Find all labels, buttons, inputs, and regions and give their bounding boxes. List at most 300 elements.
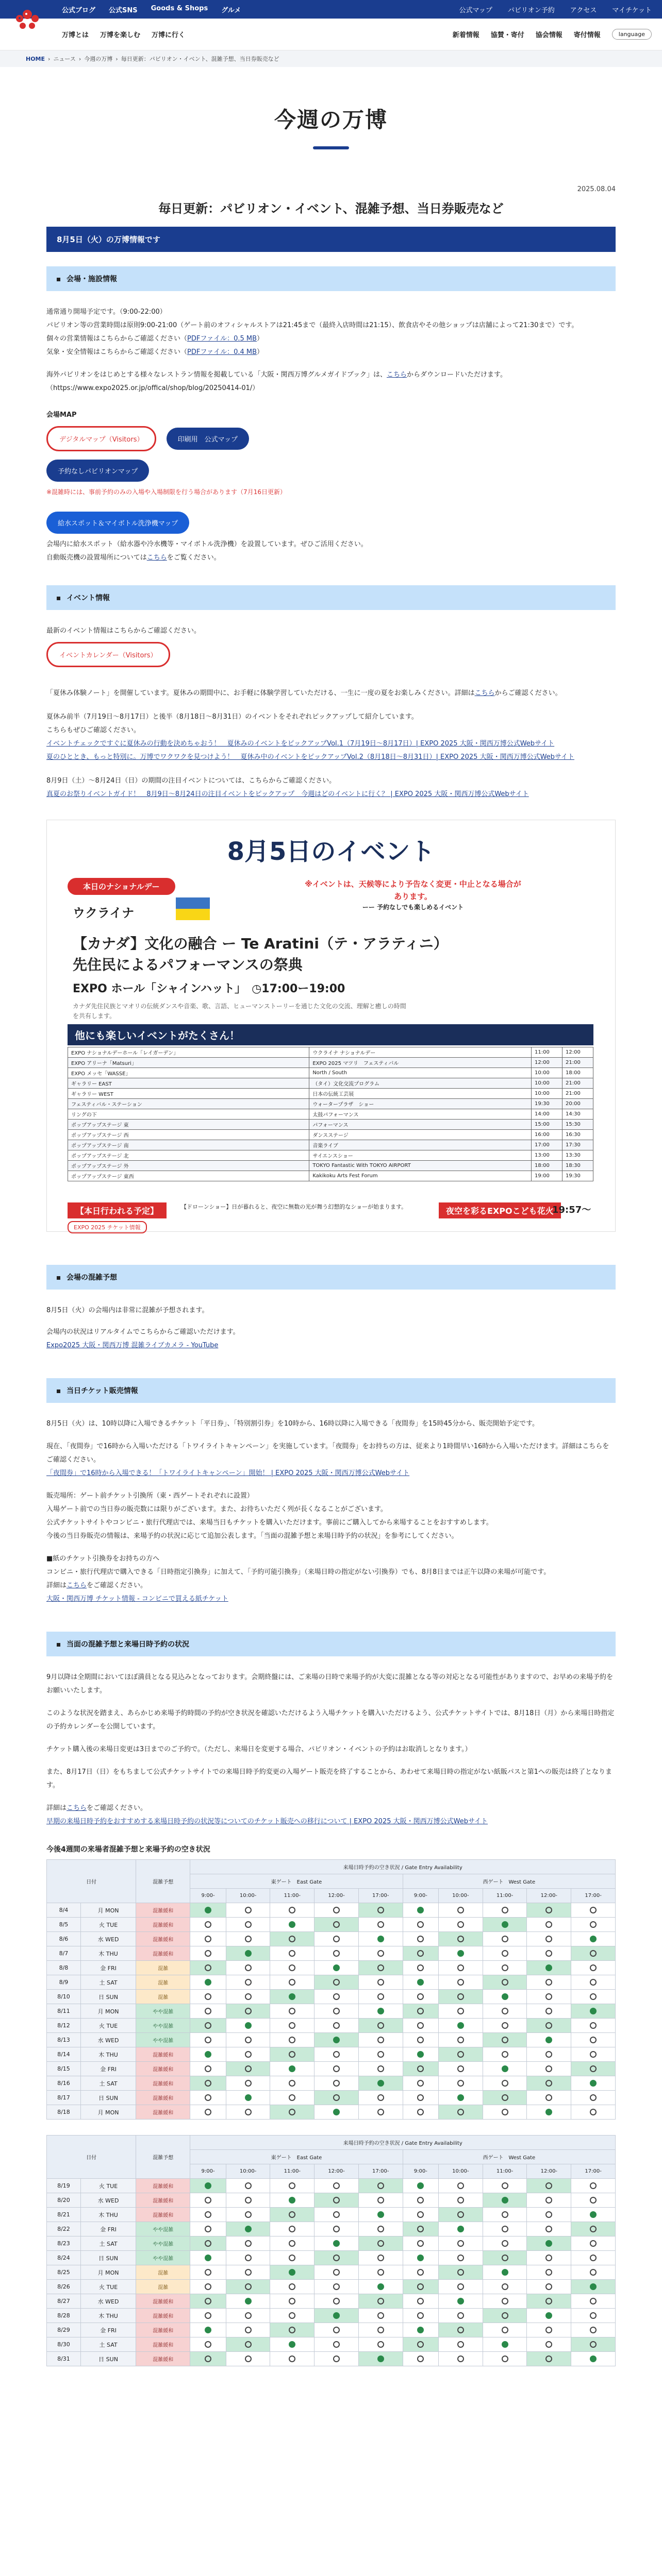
event-row	[68, 1099, 593, 1109]
slot-status	[483, 2105, 527, 2120]
event-start: 17:00	[532, 1140, 562, 1150]
slot-status	[315, 2019, 359, 2033]
slot-status	[226, 2251, 270, 2265]
availability-circle-icon	[502, 2037, 508, 2043]
topbar-link-blog[interactable]: 公式ブログ	[62, 6, 96, 14]
row-date: 8/22	[47, 2222, 81, 2236]
slot-status	[315, 2265, 359, 2280]
slot-status	[439, 2222, 483, 2236]
slot-status	[358, 2337, 403, 2352]
availability-circle-icon	[417, 2355, 424, 2362]
availability-circle-icon	[205, 2226, 211, 2232]
availability-circle-icon	[590, 2327, 597, 2333]
slot-status	[226, 2294, 270, 2309]
section-event-header: イベント情報	[46, 585, 616, 610]
slot-status	[439, 2033, 483, 2047]
event-name: TOKYO Fantastic With TOKYO AIRPORT	[309, 1161, 532, 1171]
slot-status	[270, 2033, 315, 2047]
slot-status	[403, 2337, 438, 2352]
paper-ticket-note: コンビニ・旅行代理店で購入できる「日時指定引換券」に加えて、「予約可能引換券」（来場日時の指定がない引換券）でも、8月8日までは正午以降の来場が可能です。	[46, 1568, 551, 1576]
slot-status	[439, 2337, 483, 2352]
topbar-link-pavilion-reservation[interactable]: パビリオン予約	[507, 6, 555, 14]
event-end: 18:30	[562, 1161, 593, 1171]
event-name: ダンスステージ	[309, 1130, 532, 1140]
availability-circle-icon	[545, 2051, 552, 2058]
slot-status	[403, 2352, 438, 2366]
map-title: 会場MAP	[46, 411, 77, 419]
digital-map-button[interactable]: デジタルマップ（Visitors）	[46, 426, 156, 451]
slot-status	[527, 1990, 571, 2004]
event-row	[68, 1047, 593, 1058]
availability-circle-icon	[377, 2255, 384, 2261]
availability-circle-icon	[377, 2094, 384, 2101]
availability-circle-icon	[417, 2008, 424, 2014]
availability-circle-icon	[333, 2355, 340, 2362]
availability-circle-icon	[545, 2240, 552, 2247]
availability-circle-icon	[590, 2298, 597, 2304]
summer-vol1-link[interactable]: イベントチェックですぐに夏休みの行動を決めちゃおう！ 夏休みのイベントをピックアップVol.1（7月19日〜8月17日）| EXPO 2025 大阪・関西万博公式Webサイト	[46, 740, 555, 748]
slot-status	[270, 2222, 315, 2236]
availability-circle-icon	[333, 2255, 340, 2261]
nav-donation[interactable]: 寄付情報	[573, 31, 601, 39]
slot-status	[270, 2323, 315, 2337]
slot-status	[226, 2265, 270, 2280]
slot-status	[270, 2019, 315, 2033]
nav-visit[interactable]: 万博に行く	[152, 31, 186, 39]
slot-status	[403, 2179, 438, 2193]
slot-status	[190, 2294, 226, 2309]
availability-circle-icon	[457, 2080, 464, 2087]
row-date: 8/12	[47, 2019, 81, 2033]
slot-status	[190, 2033, 226, 2047]
event-end: 21:00	[562, 1058, 593, 1068]
availability-circle-icon	[289, 2355, 295, 2362]
availability-circle-icon	[590, 2094, 597, 2101]
slot-status	[439, 2047, 483, 2062]
slot-status	[358, 1932, 403, 1946]
availability-circle-icon	[245, 2080, 252, 2087]
today-tag: 【本日行われる予定】	[68, 1202, 167, 1218]
publish-date: 2025.08.04	[577, 185, 616, 193]
topbar-link-goods[interactable]: Goods & Shops	[151, 4, 208, 12]
water-spot-map-button[interactable]: 給水スポット＆マイボトル洗浄機マップ	[46, 512, 189, 534]
availability-circle-icon	[417, 2080, 424, 2087]
row-date: 8/20	[47, 2193, 81, 2208]
event-name: （タイ）文化交流プログラム	[309, 1078, 532, 1089]
slot-status	[226, 2193, 270, 2208]
slot-status	[315, 2208, 359, 2222]
availability-circle-icon	[377, 1907, 384, 1913]
slot-status	[358, 1990, 403, 2004]
topbar-link-access[interactable]: アクセス	[570, 6, 597, 14]
availability-circle-icon	[289, 2298, 295, 2304]
slot-status	[571, 2062, 616, 2076]
availability-circle-icon	[289, 2312, 295, 2319]
slot-status	[439, 2309, 483, 2323]
slot-status	[190, 2236, 226, 2251]
summer-check: こちらもぜひご確認ください。	[46, 726, 141, 734]
availability-circle-icon	[502, 2355, 508, 2362]
row-date: 8/29	[47, 2323, 81, 2337]
availability-circle-icon	[289, 1921, 295, 1928]
availability-circle-icon	[457, 2327, 464, 2333]
slot-status	[527, 1932, 571, 1946]
availability-circle-icon	[417, 1950, 424, 1957]
availability-circle-icon	[333, 2182, 340, 2189]
section-venue-header: 会場・施設情報	[46, 266, 616, 291]
slot-status	[483, 1918, 527, 1932]
slot-status	[358, 2193, 403, 2208]
event-name: ウクライナ ナショナルデー	[309, 1047, 532, 1058]
nav-enjoy[interactable]: 万博を楽しむ	[100, 31, 141, 39]
pdf-link-ops[interactable]: PDFファイル：0.5 MB	[187, 335, 257, 343]
availability-row	[47, 1946, 616, 1961]
col-west-gate: 西ゲート West Gate	[403, 2150, 615, 2164]
availability-circle-icon	[590, 1921, 597, 1928]
availability-circle-icon	[590, 2211, 597, 2218]
slot-status	[483, 2019, 527, 2033]
availability-circle-icon	[205, 2094, 211, 2101]
row-prediction: やや混雑	[136, 2004, 190, 2019]
availability-circle-icon	[545, 2327, 552, 2333]
breadcrumb-news[interactable]: ニュース	[53, 56, 76, 62]
nav-association[interactable]: 協会情報	[535, 31, 562, 39]
slot-status	[315, 1946, 359, 1961]
slot-status	[190, 2179, 226, 2193]
congestion-detail-link[interactable]: こちら	[67, 1804, 87, 1812]
col-west-gate: 西ゲート West Gate	[403, 1874, 615, 1889]
row-weekday: 土 SAT	[80, 2236, 136, 2251]
event-venue: ギャラリー WEST	[68, 1089, 309, 1099]
slot-status	[190, 2309, 226, 2323]
availability-circle-icon	[333, 2037, 340, 2043]
slot-status	[483, 1961, 527, 1975]
vending-link[interactable]: こちら	[146, 554, 167, 562]
slot-status	[571, 2091, 616, 2105]
slot-status	[190, 2193, 226, 2208]
row-date: 8/31	[47, 2352, 81, 2366]
availability-circle-icon	[545, 1993, 552, 2000]
availability-circle-icon	[333, 2269, 340, 2276]
availability-row	[47, 2337, 616, 2352]
availability-row	[47, 2019, 616, 2033]
slot-status	[315, 2222, 359, 2236]
slot-status	[483, 2323, 527, 2337]
slot-status	[571, 1932, 616, 1946]
pdf-link-weather[interactable]: PDFファイル：0.4 MB	[187, 348, 257, 356]
slot-status	[190, 2352, 226, 2366]
row-date: 8/7	[47, 1946, 81, 1961]
availability-circle-icon	[245, 2269, 252, 2276]
event-name: EXPO 2025 マツリ フェスティバル	[309, 1058, 532, 1068]
row-date: 8/25	[47, 2265, 81, 2280]
row-date: 8/4	[47, 1903, 81, 1918]
col-time-slot: 9:00-	[403, 1889, 438, 1903]
availability-circle-icon	[545, 2255, 552, 2261]
row-weekday: 木 THU	[80, 2309, 136, 2323]
event-calendar-button[interactable]: イベントカレンダー（Visitors）	[46, 642, 170, 667]
slot-status	[315, 2323, 359, 2337]
slot-status	[226, 1932, 270, 1946]
slot-status	[315, 1990, 359, 2004]
nav-news[interactable]: 新着情報	[452, 31, 479, 39]
event-banner[interactable]	[46, 820, 616, 1232]
summer-vol2-link[interactable]: 夏のひととき、もっと特別に。万博でワクワクを見つけよう！ 夏休み中のイベントをピックアップVol.2（8月18日〜8月31日）| EXPO 2025 大阪・関西万博公式Webサイト	[46, 753, 575, 761]
slot-status	[315, 2062, 359, 2076]
availability-circle-icon	[457, 2008, 464, 2014]
slot-status	[190, 1946, 226, 1961]
slot-status	[315, 1918, 359, 1932]
availability-circle-icon	[545, 1936, 552, 1942]
slot-status	[315, 2251, 359, 2265]
slot-status	[439, 2091, 483, 2105]
slot-status	[527, 2352, 571, 2366]
availability-circle-icon	[289, 2327, 295, 2333]
slot-status	[571, 1903, 616, 1918]
availability-circle-icon	[417, 2312, 424, 2319]
slot-status	[439, 2062, 483, 2076]
row-prediction: 混雑緩和	[136, 2047, 190, 2062]
summer-link[interactable]: こちら	[474, 689, 495, 697]
slot-status	[403, 2280, 438, 2294]
row-weekday: 土 SAT	[80, 2076, 136, 2091]
availability-circle-icon	[377, 1993, 384, 2000]
main-header	[0, 19, 662, 50]
breadcrumb-home[interactable]: HOME	[26, 55, 45, 62]
availability-row	[47, 2323, 616, 2337]
slot-status	[358, 1946, 403, 1961]
topbar-link-my-ticket[interactable]: マイチケット	[612, 6, 652, 14]
slot-status	[358, 2265, 403, 2280]
slot-status	[315, 2309, 359, 2323]
availability-circle-icon	[502, 2182, 508, 2189]
availability-circle-icon	[502, 2240, 508, 2247]
availability-circle-icon	[377, 2240, 384, 2247]
col-prediction: 混雑予想	[136, 2136, 190, 2179]
topbar-link-sns[interactable]: 公式SNS	[109, 6, 138, 14]
slot-status	[527, 1918, 571, 1932]
slot-status	[483, 2236, 527, 2251]
slot-status	[571, 2280, 616, 2294]
availability-circle-icon	[289, 2240, 295, 2247]
slot-status	[527, 2280, 571, 2294]
availability-circle-icon	[205, 2341, 211, 2348]
slot-status	[571, 2033, 616, 2047]
event-end: 14:30	[562, 1109, 593, 1120]
availability-circle-icon	[245, 2298, 252, 2304]
slot-status	[270, 2047, 315, 2062]
availability-circle-icon	[417, 1936, 424, 1942]
slot-status	[483, 2222, 527, 2236]
availability-circle-icon	[457, 2240, 464, 2247]
gourmet-guide-link[interactable]: こちら	[387, 371, 407, 379]
availability-circle-icon	[502, 2283, 508, 2290]
col-time-slot: 11:00-	[483, 1889, 527, 1903]
slot-status	[571, 2105, 616, 2120]
availability-circle-icon	[417, 2269, 424, 2276]
event-venue: ポップアップステージ 外	[68, 1161, 309, 1171]
availability-circle-icon	[245, 1979, 252, 1986]
paper-ticket-link[interactable]: 大阪・関西万博 チケット情報 - コンビニで買える紙チケット	[46, 1595, 228, 1603]
row-date: 8/24	[47, 2251, 81, 2265]
event-venue: ポップアップステージ 北	[68, 1150, 309, 1161]
row-weekday: 木 THU	[80, 2208, 136, 2222]
slot-status	[403, 1961, 438, 1975]
availability-row	[47, 1918, 616, 1932]
slot-status	[270, 2309, 315, 2323]
slot-status	[358, 1918, 403, 1932]
topbar-link-gourmet[interactable]: グルメ	[221, 6, 241, 14]
availability-circle-icon	[333, 2211, 340, 2218]
slot-status	[403, 2076, 438, 2091]
slot-status	[439, 1975, 483, 1990]
availability-circle-icon	[289, 2109, 295, 2115]
availability-circle-icon	[590, 1950, 597, 1957]
topbar-link-map[interactable]: 公式マップ	[459, 6, 492, 14]
slot-status	[571, 2294, 616, 2309]
availability-circle-icon	[590, 2080, 597, 2087]
row-prediction: 混雑	[136, 1990, 190, 2004]
slot-status	[270, 2265, 315, 2280]
slot-status	[403, 2236, 438, 2251]
availability-circle-icon	[457, 2182, 464, 2189]
availability-circle-icon	[333, 2008, 340, 2014]
more-events-header: 他にも楽しいイベントがたくさん！	[68, 1024, 593, 1045]
slot-status	[527, 2337, 571, 2352]
event-end: 16:30	[562, 1130, 593, 1140]
slot-status	[403, 1918, 438, 1932]
congestion-p1: 9月以降は全期間においてほぼ満員となる見込みとなっております。会期終盤には、ご来場の日時で来場予約が大変に混雑となる等の対応となる可能性がありますので、お早めの来場予約をお願いいたします。	[46, 1673, 613, 1694]
availability-table-title: 今後4週間の来場者混雑予想と来場予約の空き状況	[46, 1845, 210, 1854]
row-prediction: やや混雑	[136, 2222, 190, 2236]
slot-status	[527, 2004, 571, 2019]
banner-warning: ※イベントは、天候等により予告なく変更・中止となる場合があります。 ーー 予約なしでも楽しめるイベント	[305, 879, 521, 911]
availability-circle-icon	[457, 2109, 464, 2115]
availability-circle-icon	[502, 1979, 508, 1986]
venue-hours: 通常通り開場予定です。（9:00-22:00）	[46, 308, 167, 316]
obon-link[interactable]: 真夏のお祭りイベントガイド！ 8月9日〜8月24日の注目イベントをピックアップ 今週はどのイベントに行く？ | EXPO 2025 大阪・関西万博公式Webサイト	[46, 790, 529, 798]
event-row	[68, 1089, 593, 1099]
language-selector[interactable]: language	[612, 29, 652, 40]
availability-circle-icon	[417, 2298, 424, 2304]
availability-circle-icon	[245, 2051, 252, 2058]
slot-status	[527, 2323, 571, 2337]
live-camera-link[interactable]: Expo2025 大阪・関西万博 混雑ライブカメラ - YouTube	[46, 1342, 219, 1349]
expo-logo-icon[interactable]	[9, 3, 45, 39]
slot-status	[571, 2236, 616, 2251]
slot-status	[190, 2337, 226, 2352]
slot-status	[483, 2033, 527, 2047]
row-weekday: 水 WED	[80, 2294, 136, 2309]
congestion-link[interactable]: 早期の来場日時予約をおすすめする来場日時予約の状況等についてのチケット販売への移行について | EXPO 2025 大阪・関西万博公式Webサイト	[46, 1818, 488, 1825]
print-map-button[interactable]: 印刷用 公式マップ	[167, 428, 249, 450]
availability-circle-icon	[502, 1921, 508, 1928]
availability-circle-icon	[417, 2283, 424, 2290]
availability-circle-icon	[245, 2197, 252, 2204]
row-prediction: 混雑緩和	[136, 2352, 190, 2366]
slot-status	[190, 1918, 226, 1932]
availability-circle-icon	[545, 1921, 552, 1928]
availability-circle-icon	[377, 2355, 384, 2362]
availability-circle-icon	[590, 2051, 597, 2058]
col-east-gate: 東ゲート East Gate	[190, 2150, 403, 2164]
slot-status	[527, 1946, 571, 1961]
no-reservation-map-button[interactable]: 予約なしパビリオンマップ	[46, 460, 149, 482]
availability-circle-icon	[457, 2341, 464, 2348]
slot-status	[226, 2019, 270, 2033]
availability-circle-icon	[333, 2197, 340, 2204]
availability-circle-icon	[502, 2341, 508, 2348]
slot-status	[190, 2222, 226, 2236]
availability-circle-icon	[245, 2327, 252, 2333]
slot-status	[226, 2236, 270, 2251]
paper-ticket-detail-link[interactable]: こちら	[67, 1582, 87, 1589]
slot-status	[403, 2033, 438, 2047]
slot-status	[403, 2105, 438, 2120]
row-prediction: 混雑緩和	[136, 2193, 190, 2208]
availability-circle-icon	[417, 2094, 424, 2101]
availability-circle-icon	[502, 2197, 508, 2204]
twilight-link[interactable]: 「夜間券」で16時から入場できる！「トワイライトキャンペーン」開始！ | EXPO 2025 大阪・関西万博公式Webサイト	[46, 1469, 410, 1477]
availability-circle-icon	[545, 2226, 552, 2232]
gourmet-url[interactable]: （https://www.expo2025.or.jp/offical/shop/blog/20250414-01/）	[46, 384, 259, 392]
slot-status	[190, 2105, 226, 2120]
row-prediction: 混雑緩和	[136, 2323, 190, 2337]
slot-status	[270, 1961, 315, 1975]
availability-circle-icon	[377, 2022, 384, 2029]
slot-status	[315, 2033, 359, 2047]
slot-status	[403, 1903, 438, 1918]
availability-circle-icon	[205, 2283, 211, 2290]
row-date: 8/14	[47, 2047, 81, 2062]
availability-row	[47, 2251, 616, 2265]
event-end: 15:30	[562, 1120, 593, 1130]
nav-sponsor[interactable]: 協賛・寄付	[490, 31, 524, 39]
availability-circle-icon	[245, 2109, 252, 2115]
availability-circle-icon	[333, 2080, 340, 2087]
availability-circle-icon	[377, 2080, 384, 2087]
availability-circle-icon	[205, 2008, 211, 2014]
ticket-info	[46, 1417, 616, 1606]
breadcrumb-weekly[interactable]: 今週の万博	[84, 56, 113, 62]
row-prediction: 混雑	[136, 2265, 190, 2280]
availability-circle-icon	[590, 2008, 597, 2014]
slot-status	[527, 1975, 571, 1990]
slot-status	[403, 2193, 438, 2208]
col-time-slot: 11:00-	[483, 2164, 527, 2179]
row-prediction: 混雑緩和	[136, 2309, 190, 2323]
availability-circle-icon	[205, 2269, 211, 2276]
slot-status	[483, 2062, 527, 2076]
availability-circle-icon	[245, 2226, 252, 2232]
ticket-sales: 8月5日（火）は、10時以降に入場できるチケット「平日券」、「特別割引券」を10時から、16時以降に入場できる「夜間券」を15時45分から、販売開始予定です。	[46, 1420, 539, 1428]
row-date: 8/13	[47, 2033, 81, 2047]
day-header: 8月5日（火）の万博情報です	[46, 227, 616, 252]
slot-status	[403, 1946, 438, 1961]
page-title: 今週の万博	[274, 107, 388, 132]
slot-status	[270, 2251, 315, 2265]
nav-about[interactable]: 万博とは	[62, 31, 89, 39]
availability-circle-icon	[417, 1993, 424, 2000]
row-date: 8/5	[47, 1918, 81, 1932]
slot-status	[439, 2076, 483, 2091]
event-start: 12:00	[532, 1058, 562, 1068]
availability-circle-icon	[590, 2197, 597, 2204]
slot-status	[439, 2179, 483, 2193]
slot-status	[403, 2251, 438, 2265]
row-prediction: 混雑緩和	[136, 2179, 190, 2193]
slot-status	[439, 2280, 483, 2294]
